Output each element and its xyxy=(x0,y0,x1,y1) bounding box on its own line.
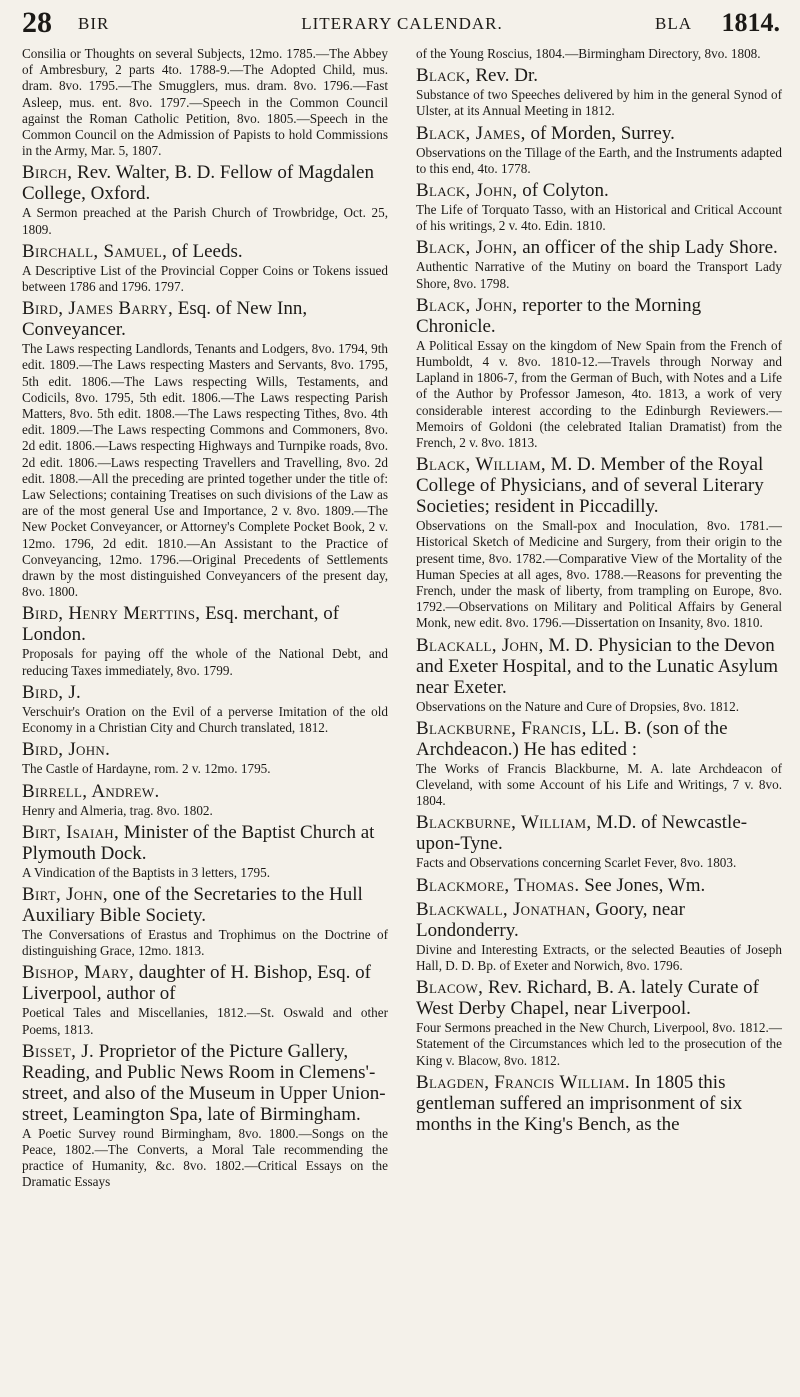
entry-heading xyxy=(22,739,388,760)
author-name: Birch, xyxy=(22,162,73,184)
author-description: Rev. Walter, B. D. Fellow of Magdalen College, Oxford. xyxy=(22,162,374,205)
author-description: daughter of H. Bishop, Esq. of Liverpool, author of xyxy=(22,962,371,1005)
author-name: Birt, John, xyxy=(22,883,108,905)
author-name: Birchall, Samuel, xyxy=(22,240,168,262)
entry-heading xyxy=(22,1041,388,1125)
author-name: Birt, Isaiah, xyxy=(22,821,120,843)
author-name: Bird, Henry Merttins, xyxy=(22,603,201,625)
entry-heading xyxy=(416,875,782,896)
catalog-entry xyxy=(416,123,782,177)
works-list: Authentic Narrative of the Mutiny on board the Transport Lady Shore, 8vo. 1798. xyxy=(416,259,782,291)
header-right-word: BLA xyxy=(655,14,692,33)
entry-heading xyxy=(416,718,782,760)
author-name: Blackall, John, xyxy=(416,634,544,656)
running-header xyxy=(22,0,782,46)
entry-heading xyxy=(22,603,388,645)
entry-heading xyxy=(22,962,388,1004)
author-description: one of the Secretaries to the Hull Auxiliary Bible Society. xyxy=(22,883,363,926)
works-list: Four Sermons preached in the New Church, Liverpool, 8vo. 1812.—Statement of the Circumstances which led to the prosecution of the King v. Blacow, 8vo. 1812. xyxy=(416,1020,782,1068)
entry-heading xyxy=(416,812,782,854)
author-description: Proprietor of the Picture Gallery, Reading, and Public News Room in Clemens'-street, and also of the Museum in Upper Union-street, Leamington Spa, late of Birmingham. xyxy=(22,1040,386,1125)
works-list: Verschuir's Oration on the Evil of a perverse Imitation of the old Economy in a Christian City and Church translated, 1812. xyxy=(22,703,388,736)
entry-heading xyxy=(416,899,782,941)
works-list: Henry and Almeria, trag. 8vo. 1802. xyxy=(22,802,213,818)
catalog-entry xyxy=(416,237,782,291)
works-list: Poetical Tales and Miscellanies, 1812.—St. Oswald and other Poems, 1813. xyxy=(22,1005,388,1037)
left-column xyxy=(22,46,388,1194)
catalog-entry xyxy=(416,454,782,631)
works-list: The Conversations of Erastus and Trophimus on the Doctrine of distinguishing Grace, 12mo. 1813. xyxy=(22,926,388,959)
page-number: 28 xyxy=(22,6,52,39)
entry-heading xyxy=(416,1072,782,1135)
works-list: A Sermon preached at the Parish Church of Trowbridge, Oct. 25, 1809. xyxy=(22,205,388,237)
author-name: Black, John, xyxy=(416,237,518,259)
author-name: Birrell, Andrew. xyxy=(22,780,160,802)
header-left-word: BIR xyxy=(78,14,110,33)
entry-heading xyxy=(22,162,388,204)
works-list: A Political Essay on the kingdom of New Spain from the French of Humboldt, 4 v. 8vo. 1810-12.—Travels through Norway and Lapland in 1806-7, from the German of Buch, with Notes and a Life of the Author by Professor Jameson, 4to. 1813, a work of very considerable interest according to the Edinburgh Reviewers.—Memoirs of Goldoni (the celebrated Italian Dramatist) from the French, 2 v. 8vo. 1813. xyxy=(416,337,782,451)
catalog-entry xyxy=(416,46,782,62)
works-list: Facts and Observations concerning Scarlet Fever, 8vo. 1803. xyxy=(416,855,737,871)
author-name: Black, John, xyxy=(416,294,518,316)
catalog-entry xyxy=(22,962,388,1037)
catalog-entry xyxy=(416,718,782,810)
entry-heading xyxy=(22,298,388,340)
author-name: Blackburne, William, xyxy=(416,812,592,834)
catalog-entry xyxy=(416,812,782,871)
works-list: Substance of two Speeches delivered by him in the general Synod of Ulster, at its Annual Meeting in 1812. xyxy=(416,87,782,119)
author-name: Blacow, xyxy=(416,977,484,999)
author-description: LL. B. (son of the Archdeacon.) He has edited : xyxy=(416,717,728,760)
header-year: 1814. xyxy=(721,8,780,37)
entry-heading xyxy=(22,781,388,802)
author-name: Black, xyxy=(416,65,471,87)
catalog-entry xyxy=(416,295,782,451)
author-name: Bird, John. xyxy=(22,739,111,761)
works-list: A Descriptive List of the Provincial Copper Coins or Tokens issued between 1786 and 1796. 1797. xyxy=(22,262,388,295)
catalog-entry xyxy=(22,682,388,736)
entry-heading xyxy=(416,295,782,337)
entry-heading xyxy=(22,822,388,864)
entry-heading xyxy=(22,241,388,262)
catalog-entry xyxy=(22,884,388,959)
works-list: The Castle of Hardayne, rom. 2 v. 12mo. 1795. xyxy=(22,761,271,777)
author-description: an officer of the ship Lady Shore. xyxy=(517,237,778,259)
author-name: Bisset, J. xyxy=(22,1040,94,1062)
works-list: Divine and Interesting Extracts, or the selected Beauties of Joseph Hall, D. D. Bp. of Exeter and Norwich, 8vo. 1796. xyxy=(416,941,782,973)
author-name: Blackburne, Francis, xyxy=(416,717,587,739)
author-description: M.D. of Newcastle-upon-Tyne. xyxy=(416,812,748,855)
entry-heading xyxy=(416,123,782,144)
author-description: See Jones, Wm. xyxy=(579,874,706,896)
author-name: Blackmore, Thomas. xyxy=(416,874,580,896)
entry-heading xyxy=(22,682,388,703)
author-name: Black, John, xyxy=(416,180,518,202)
works-list: of the Young Roscius, 1804.—Birmingham Directory, 8vo. 1808. xyxy=(416,46,761,61)
works-list: A Vindication of the Baptists in 3 letters, 1795. xyxy=(22,864,271,880)
author-description: of Leeds. xyxy=(167,240,243,262)
author-name: Bishop, Mary, xyxy=(22,962,135,984)
author-name: Black, James, xyxy=(416,122,526,144)
author-name: Bird, James Barry, xyxy=(22,298,174,320)
catalog-entry xyxy=(22,162,388,237)
author-description: Goory, near Londonderry. xyxy=(416,898,685,941)
entry-heading xyxy=(416,977,782,1019)
works-list: Observations on the Small-pox and Inoculation, 8vo. 1781.—Historical Sketch of Medicine and Surgery, from their origin to the present time, 8vo. 1782.—Comparative View of the Mortality of the Human Species at all ages, 8vo. 1788.—Reasons for preventing the French, under the mask of liberty, from trampling on Europe, 8vo. 1792.—Observations on Military and Political Affairs by General Monk, new edit. 8vo. 1796.—Dissertation on Insanity, 8vo. 1810. xyxy=(416,518,782,631)
catalog-entry xyxy=(416,875,782,896)
author-description: reporter to the Morning Chronicle. xyxy=(416,294,702,337)
catalog-entry xyxy=(416,180,782,234)
author-name: Blagden, Francis William. xyxy=(416,1071,630,1093)
catalog-entry xyxy=(416,65,782,119)
catalog-entry xyxy=(22,822,388,881)
works-list: The Laws respecting Landlords, Tenants and Lodgers, 8vo. 1794, 9th edit. 1809.—The Laws respecting Masters and Servants, 8vo. 1795, 5th edit. 1806.—The Laws respecting Wills, Testaments, and Codicils, 8vo. 1795, 5th edit. 1806.—The Laws respecting Parish Matters, 8vo. 5th edit. 1808.—The Laws respecting Tithes, 8vo. 4th edit. 1809.—The Laws respecting Commons and Commoners, 8vo. 2d edit. 1806.—Laws respecting Highways and Turnpike roads, 8vo. 2d edit. 1806.—Laws respecting Travellers and Travelling, 8vo. 2d edit. 1808.—All the preceding are printed together under the title of: Law Selections; containing Treatises on such divisions of the Law as are of the most general Use and Importance, 2 v. 8vo. 1809.—The New Pocket Conveyancer, or Attorney's Complete Pocket Book, 2 v. 12mo. 1796, 2d edit. 1810.—An Assistant to the Practice of Conveyancing, 12mo. 1796.—Original Precedents of Settlements drawn by the most distinguished Conveyancers of the present day, 8vo. 1800. xyxy=(22,341,388,600)
author-description: M. D. Member of the Royal College of Physicians, and of several Literary Societies; resident in Piccadilly. xyxy=(416,454,764,518)
catalog-entry xyxy=(22,46,388,159)
right-column xyxy=(416,46,782,1194)
header-title: LITERARY CALENDAR. xyxy=(301,14,503,33)
works-list: Consilia or Thoughts on several Subjects, 12mo. 1785.—The Abbey of Ambresbury, 2 parts 4to. 1788-9.—The Adopted Child, mus. dram. 8vo. 1795.—The Smugglers, mus. dram. 8vo. 1796.—Fast Asleep, mus. ent. 8vo. 1797.—Speech in the Common Council against the Roman Catholic Petition, 8vo. 1805.—Speech in the Common Council on the Admission of Papists to hold Commissions in the Army, Mar. 5, 1807. xyxy=(22,46,388,159)
entry-heading xyxy=(416,65,782,86)
works-list: A Poetic Survey round Birmingham, 8vo. 1800.—Songs on the Peace, 1802.—The Converts, a Moral Tale recommending the practice of Humanity, &c. 8vo. 1802.—Critical Essays on the Dramatic Essays xyxy=(22,1125,388,1190)
entry-heading xyxy=(416,237,782,258)
author-description: Rev. Richard, B. A. lately Curate of West Derby Chapel, near Liverpool. xyxy=(416,977,759,1020)
author-description: Minister of the Baptist Church at Plymouth Dock. xyxy=(22,821,375,864)
entry-heading xyxy=(416,454,782,517)
catalog-entry xyxy=(22,241,388,295)
catalog-entry xyxy=(22,298,388,600)
works-list: Proposals for paying off the whole of the National Debt, and reducing Taxes immediately, 8vo. 1799. xyxy=(22,646,388,678)
author-name: Bird, J. xyxy=(22,681,82,703)
entry-heading xyxy=(416,635,782,698)
works-list: The Life of Torquato Tasso, with an Historical and Critical Account of his writings, 2 v. 4to. Edin. 1810. xyxy=(416,202,782,234)
catalog-entry xyxy=(22,1041,388,1191)
author-description: Esq. merchant, of London. xyxy=(22,603,340,646)
catalog-entry xyxy=(22,603,388,678)
catalog-entry xyxy=(22,781,388,819)
author-description: of Colyton. xyxy=(517,180,609,202)
catalog-entry xyxy=(22,739,388,777)
author-description: Esq. of New Inn, Conveyancer. xyxy=(22,298,308,341)
author-description: In 1805 this gentleman suffered an imprisonment of six months in the King's Bench, as the xyxy=(416,1071,743,1135)
catalog-entry xyxy=(416,977,782,1069)
catalog-entry xyxy=(416,635,782,715)
author-description: Rev. Dr. xyxy=(470,65,538,87)
works-list: Observations on the Nature and Cure of Dropsies, 8vo. 1812. xyxy=(416,698,740,714)
author-description: of Morden, Surrey. xyxy=(525,122,675,144)
entry-heading xyxy=(22,884,388,926)
works-list: The Works of Francis Blackburne, M. A. late Archdeacon of Cleveland, with some Account of his Life and Writings, 7 v. 8vo. 1804. xyxy=(416,760,782,809)
entry-heading xyxy=(416,180,782,201)
catalog-entry xyxy=(416,899,782,974)
author-name: Blackwall, Jonathan, xyxy=(416,898,591,920)
author-description: M. D. Physician to the Devon and Exeter Hospital, and to the Lunatic Asylum near Exeter. xyxy=(416,634,778,698)
catalog-entry xyxy=(416,1072,782,1135)
author-name: Black, William, xyxy=(416,454,546,476)
works-list: Observations on the Tillage of the Earth, and the Instruments adapted to this end, 4to. 1778. xyxy=(416,144,782,176)
